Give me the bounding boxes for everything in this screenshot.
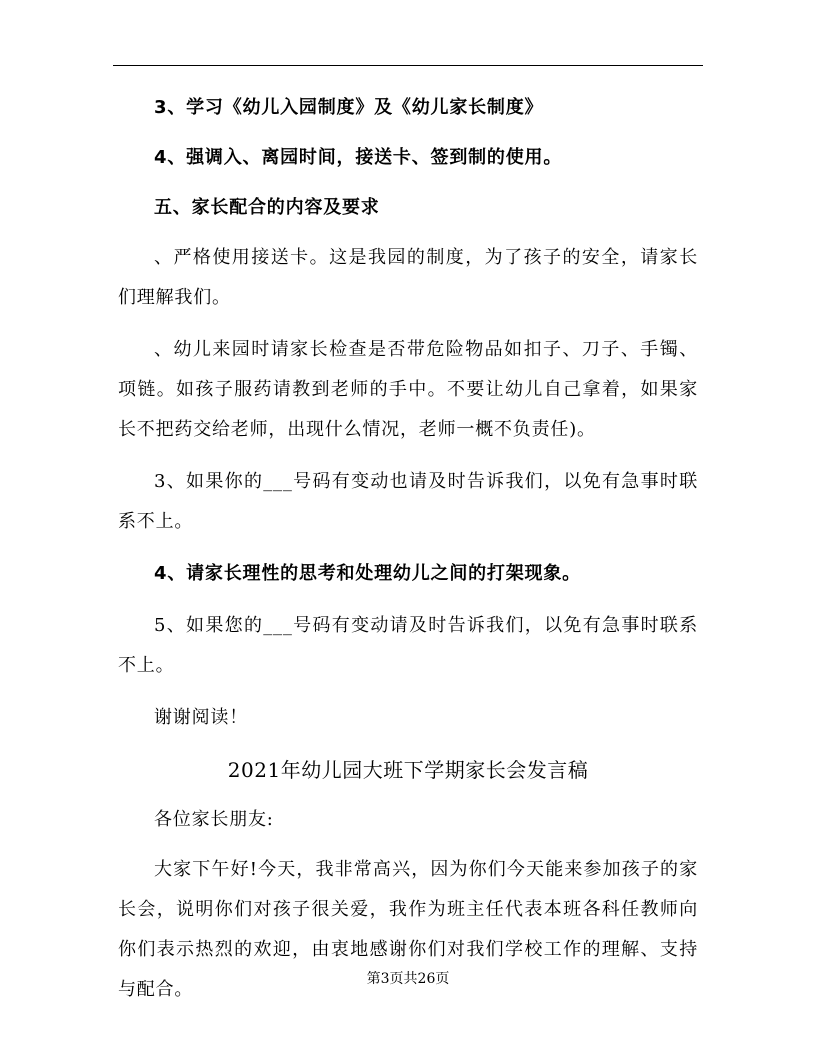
opening-paragraph: 大家下午好!今天，我非常高兴，因为你们今天能来参加孩子的家长会，说明你们对孩子很关爱，我作为班主任代表本班各科任教师向你们表示热烈的欢迎，由衷地感谢你们对我们学校工作的理解、支持与配合。 xyxy=(118,859,698,1000)
item-pickup-times: 4、强调入、离园时间，接送卡、签到制的使用。 xyxy=(154,147,563,168)
item-conflict-handling: 4、请家长理性的思考和处理幼儿之间的打架现象。 xyxy=(154,563,581,584)
item-pickup-card: 、严格使用接送卡。这是我园的制度，为了孩子的安全，请家长们理解我们。 xyxy=(118,247,698,308)
document-body xyxy=(118,88,698,1010)
item-study-rules: 3、学习《幼儿入园制度》及《幼儿家长制度》 xyxy=(154,97,544,118)
section-heading-parent-cooperation: 五、家长配合的内容及要求 xyxy=(154,197,380,218)
header-rule xyxy=(113,65,703,66)
page-number: 第3页共26页 xyxy=(366,971,450,987)
item-phone-change-2: 5、如果您的___号码有变动请及时告诉我们，以免有急事时联系不上。 xyxy=(118,615,698,676)
item-phone-change-1: 3、如果你的___号码有变动也请及时告诉我们，以免有急事时联系不上。 xyxy=(118,471,698,532)
item-safety-check: 、幼儿来园时请家长检查是否带危险物品如扣子、刀子、手镯、项链。如孩子服药请教到老师的手中。不要让幼儿自己拿着，如果家长不把药交给老师，出现什么情况，老师一概不负责任)。 xyxy=(118,339,698,440)
greeting: 各位家长朋友: xyxy=(154,809,274,830)
thanks-line: 谢谢阅读！ xyxy=(154,707,248,728)
document-title: 2021年幼儿园大班下学期家长会发言稿 xyxy=(227,758,589,782)
